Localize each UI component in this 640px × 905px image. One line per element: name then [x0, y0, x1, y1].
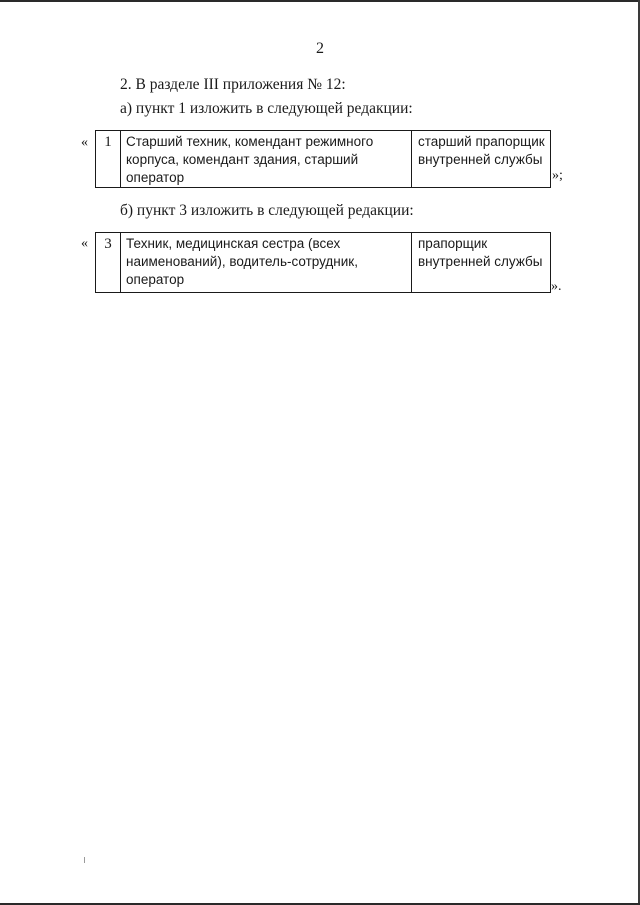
item-b-quote-close: ».: [551, 279, 562, 294]
item-b-table: [95, 232, 551, 293]
scan-mark: [84, 857, 85, 863]
table-row: [96, 233, 551, 293]
table-row: [96, 131, 551, 188]
item-a-intro: а) пункт 1 изложить в следующей редакции:: [120, 100, 413, 117]
item-a-quote-open: «: [81, 135, 88, 150]
item-b-quote-open: «: [81, 236, 88, 251]
item-b-row-position: Техник, медицинская сестра (всех наименований), водитель-сотрудник, оператор: [121, 233, 412, 293]
item-b-row-number: 3: [96, 233, 121, 293]
item-a-row-position: Старший техник, комендант режимного корпуса, комендант здания, старший оператор: [121, 131, 412, 188]
item-a-quote-close: »;: [552, 168, 563, 183]
item-a-row-rank: старший прапорщик внутренней службы: [412, 131, 551, 188]
page-number: 2: [316, 40, 324, 57]
item-a-table: [95, 130, 551, 188]
section-heading: 2. В разделе III приложения № 12:: [120, 76, 346, 93]
item-a-row-number: 1: [96, 131, 121, 188]
item-b-row-rank: прапорщик внутренней службы: [412, 233, 551, 293]
item-b-intro: б) пункт 3 изложить в следующей редакции:: [120, 202, 414, 219]
page-edge-top: [0, 0, 640, 2]
